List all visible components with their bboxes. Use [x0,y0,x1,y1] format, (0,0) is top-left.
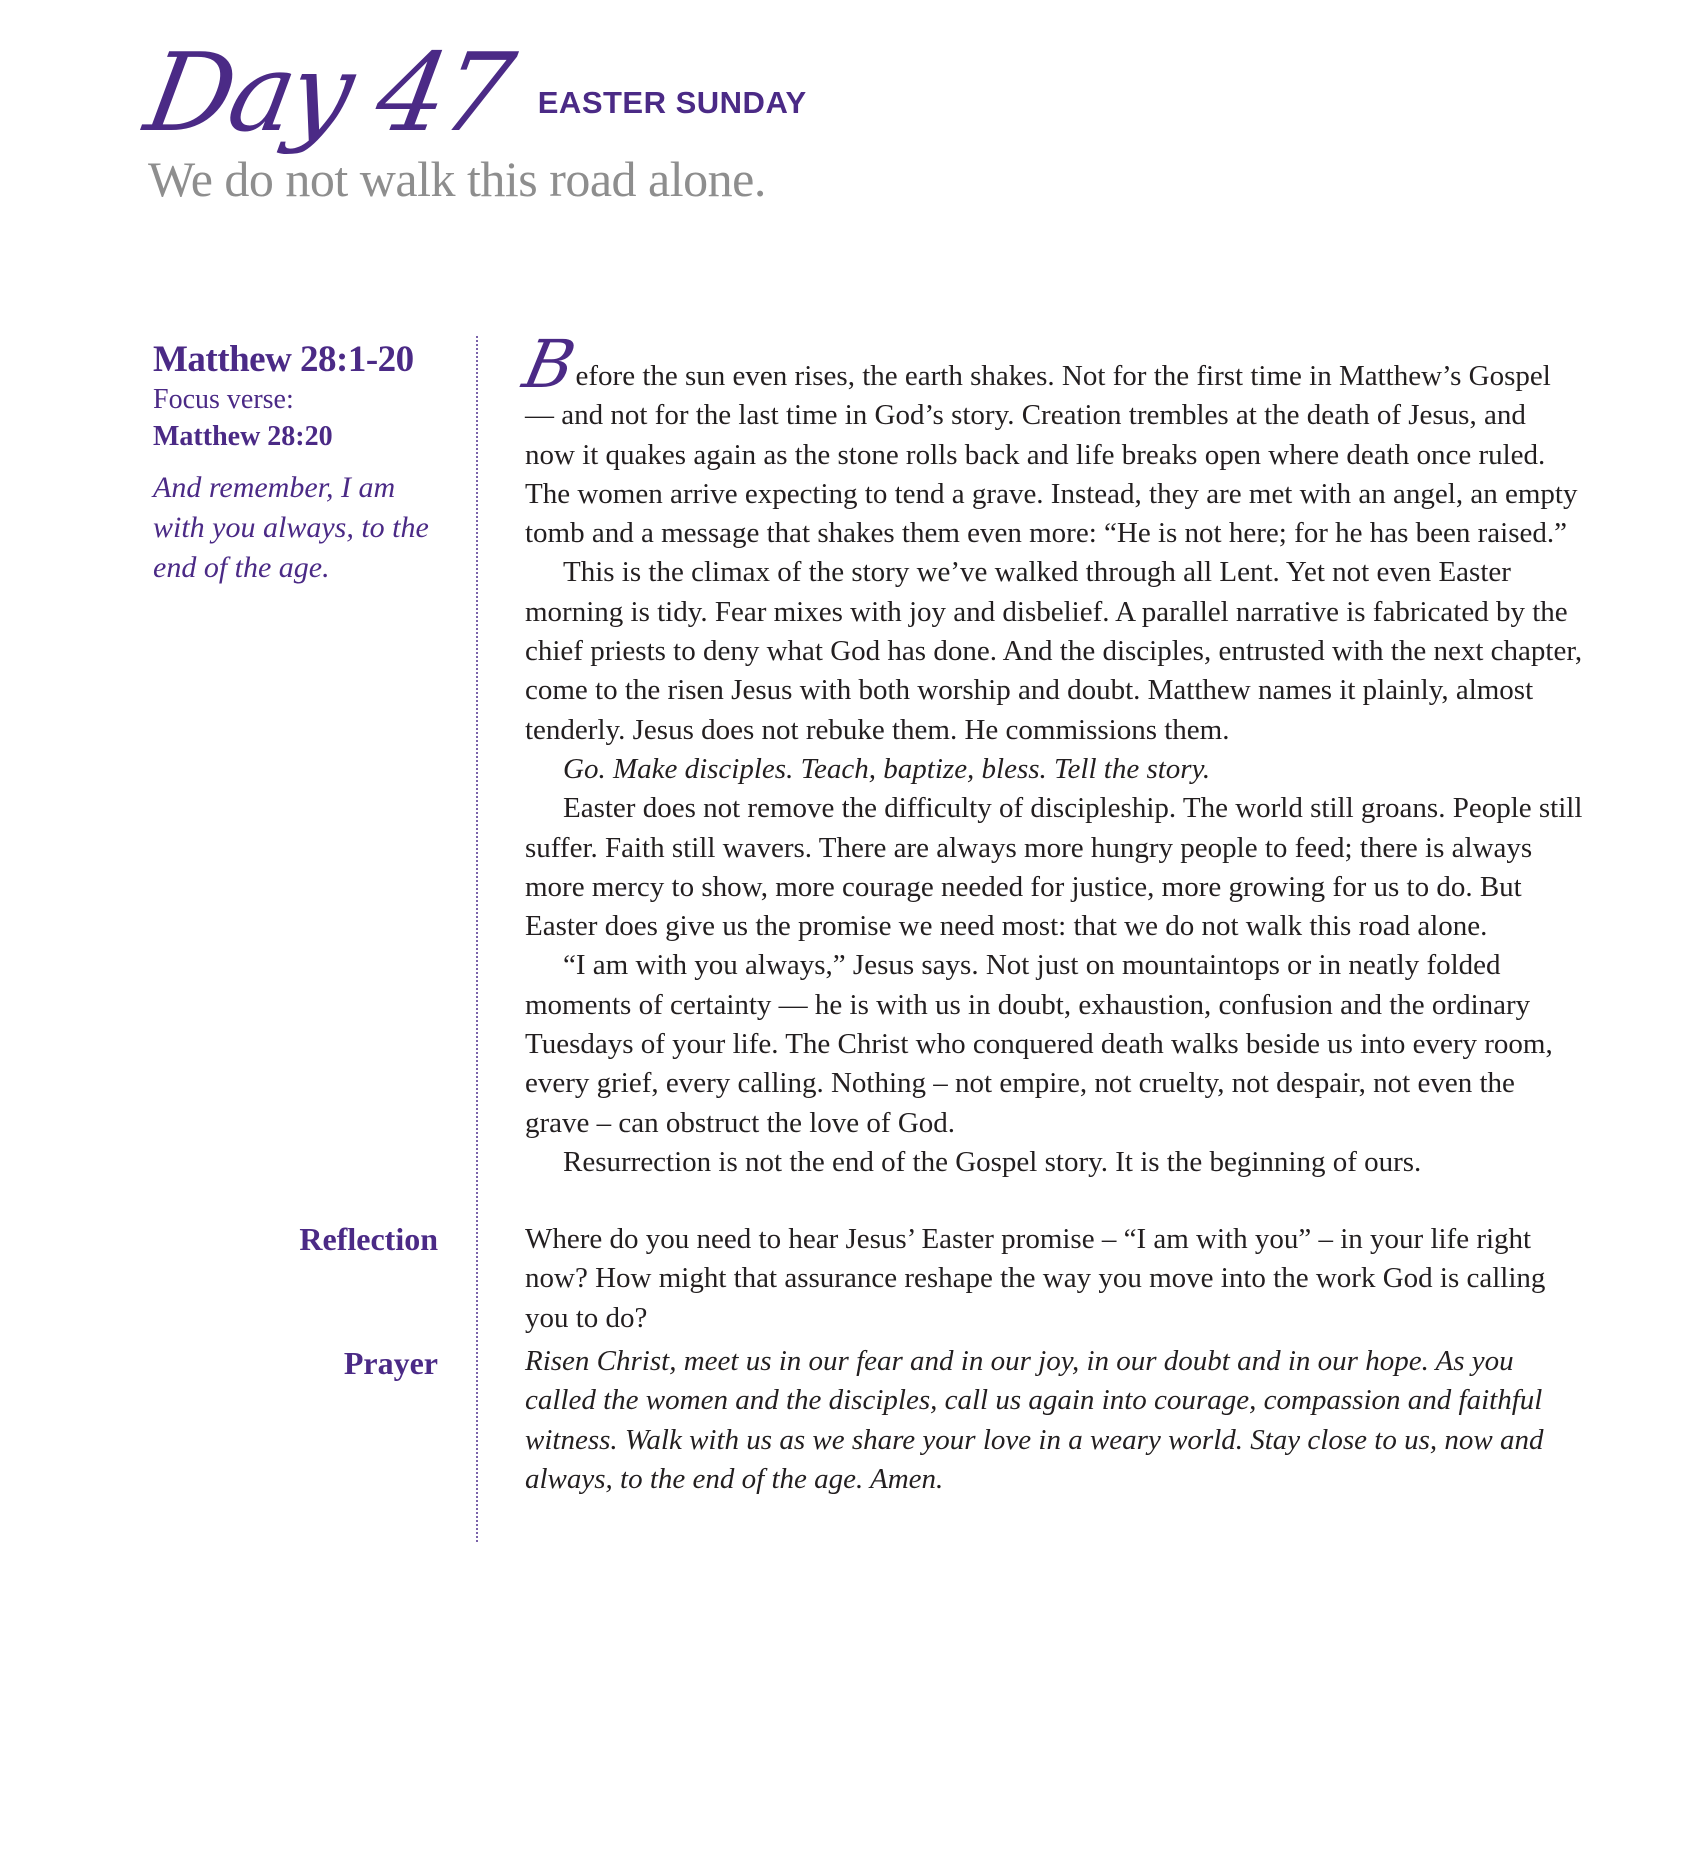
prayer-label: Prayer [343,1345,438,1381]
body-paragraph: “I am with you always,” Jesus says. Not just on mountaintops or in neatly folded moments of certainty — he is with us in doubt, exhaustion, confusion and the ordinary Tuesdays of your life. The Christ who conquered death walks beside us into every room, every grief, every calling. Nothing – not empire, not cruelty, not despair, not even the grave – can obstruct the love of God. [525,949,1553,1139]
focus-verse-text: And remember, I am with you always, to the end of the age. [153,471,429,584]
reflection-text: Where do you need to hear Jesus’ Easter promise – “I am with you” – in your life right now? How might that assurance reshape the way you move into the work God is calling you to do? [525,1223,1546,1334]
reflection-label: Reflection [299,1221,438,1257]
scripture-passage: Matthew 28:1-20 [153,339,414,380]
body-paragraph-text: efore the sun even rises, the earth shakes. Not for the first time in Matthew’s Gospel — and not for the last time in God’s story. Creation trembles at the death of Jesus, and now it quakes again as the stone rolls back and life breaks open where death once ruled. The women arrive expecting to tend a grave. Instead, they are met with an angel, an empty tomb and a message that shakes them even more: “He is not here; for he has been raised.” [525,360,1578,550]
day-tagline: We do not walk this road alone. [148,151,766,207]
drop-cap: B [516,326,582,403]
day-number-title: Day 47 [137,31,519,156]
day-title-row [137,28,1548,156]
body-paragraph: Resurrection is not the end of the Gospel story. It is the beginning of ours. [563,1145,1422,1178]
body-paragraph [516,326,1583,553]
focus-verse-label: Focus verse: [153,384,294,415]
page-header [137,28,1548,208]
dotted-divider [476,336,478,1542]
devotional-body [516,326,1583,1182]
body-paragraph: Easter does not remove the difficulty of discipleship. The world still groans. People still suffer. Faith still wavers. There are always more hungry people to feed; there is always more mercy to show, more courage needed for justice, more growing for us to do. But Easter does give us the promise we need most: that we do not walk this road alone. [525,792,1583,943]
prayer-text: Risen Christ, meet us in our fear and in our joy, in our doubt and in our hope. As you called the women and the disciples, call us again into courage, compassion and faithful witness. Walk with us as we share your love in a weary world. Stay close to us, now and always, to the end of the age. Amen. [525,1345,1544,1495]
scripture-sidebar [153,338,453,588]
day-subtitle: EASTER SUNDAY [537,85,807,120]
body-paragraph-commission: Go. Make disciples. Teach, baptize, bless. Tell the story. [563,752,1211,785]
body-paragraph: This is the climax of the story we’ve walked through all Lent. Yet not even Easter morning is tidy. Fear mixes with joy and disbelief. A parallel narrative is fabricated by the chief priests to deny what God has done. And the disciples, entrusted with the next chapter, come to the risen Jesus with both worship and doubt. Matthew names it plainly, almost tenderly. Jesus does not rebuke them. He commissions them. [525,556,1583,746]
focus-verse-reference: Matthew 28:20 [153,421,333,452]
